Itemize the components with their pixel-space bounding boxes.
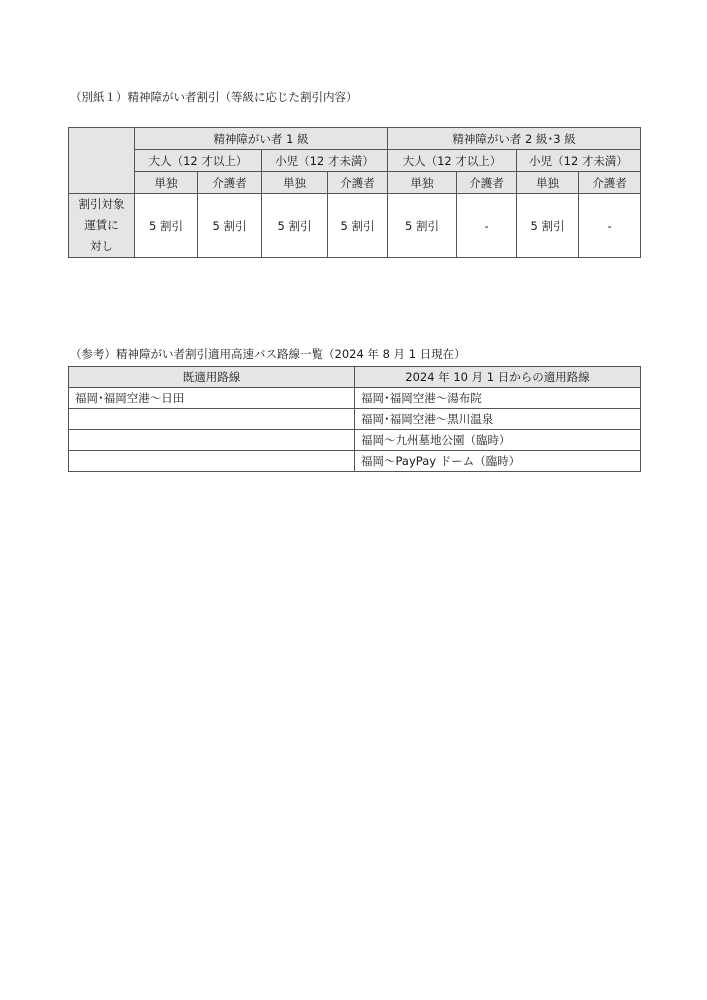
discount-value-cell: 5 割引	[328, 194, 388, 258]
group-header-grade1: 精神障がい者 1 級	[135, 128, 388, 150]
subheader-child-grade1: 小児（12 才未満）	[262, 150, 388, 172]
col-header-single: 単独	[135, 172, 198, 194]
discount-table-caption: （別紙１）精神障がい者割引（等級に応じた割引内容）	[70, 90, 358, 104]
row-header-line: 対し	[90, 239, 113, 253]
existing-route-cell: 福岡･福岡空港～日田	[69, 388, 355, 409]
bus-routes-table	[68, 366, 641, 472]
discount-value-cell: 5 割引	[262, 194, 328, 258]
header-new-routes: 2024 年 10 月 1 日からの適用路線	[355, 367, 641, 388]
col-header-caregiver: 介護者	[198, 172, 262, 194]
header-existing-routes: 既適用路線	[69, 367, 355, 388]
col-header-caregiver: 介護者	[328, 172, 388, 194]
discount-value-cell: -	[457, 194, 517, 258]
existing-route-cell	[69, 409, 355, 430]
existing-route-cell	[69, 430, 355, 451]
discount-value-cell: -	[579, 194, 641, 258]
existing-route-cell	[69, 451, 355, 472]
new-route-cell: 福岡～九州墓地公園（臨時）	[355, 430, 641, 451]
new-route-cell: 福岡～PayPay ドーム（臨時）	[355, 451, 641, 472]
discount-table	[68, 127, 641, 258]
discount-value-cell: 5 割引	[517, 194, 579, 258]
bus-routes-caption: （参考）精神障がい者割引適用高速バス路線一覧（2024 年 8 月 1 日現在）	[70, 347, 466, 361]
col-header-single: 単独	[388, 172, 457, 194]
row-header-line: 割引対象	[78, 197, 125, 211]
corner-header-cell	[69, 128, 135, 194]
subheader-adult-grade1: 大人（12 才以上）	[135, 150, 262, 172]
col-header-single: 単独	[517, 172, 579, 194]
new-route-cell: 福岡･福岡空港～湯布院	[355, 388, 641, 409]
col-header-caregiver: 介護者	[457, 172, 517, 194]
col-header-single: 単独	[262, 172, 328, 194]
row-header-line: 運賃に	[84, 218, 119, 232]
new-route-cell: 福岡･福岡空港～黒川温泉	[355, 409, 641, 430]
subheader-adult-grade2-3: 大人（12 才以上）	[388, 150, 517, 172]
group-header-grade2-3: 精神障がい者 2 級･3 級	[388, 128, 641, 150]
subheader-child-grade2-3: 小児（12 才未満）	[517, 150, 641, 172]
discount-value-cell: 5 割引	[135, 194, 198, 258]
discount-value-cell: 5 割引	[388, 194, 457, 258]
discount-value-cell: 5 割引	[198, 194, 262, 258]
row-header-fare-target	[69, 194, 135, 258]
col-header-caregiver: 介護者	[579, 172, 641, 194]
